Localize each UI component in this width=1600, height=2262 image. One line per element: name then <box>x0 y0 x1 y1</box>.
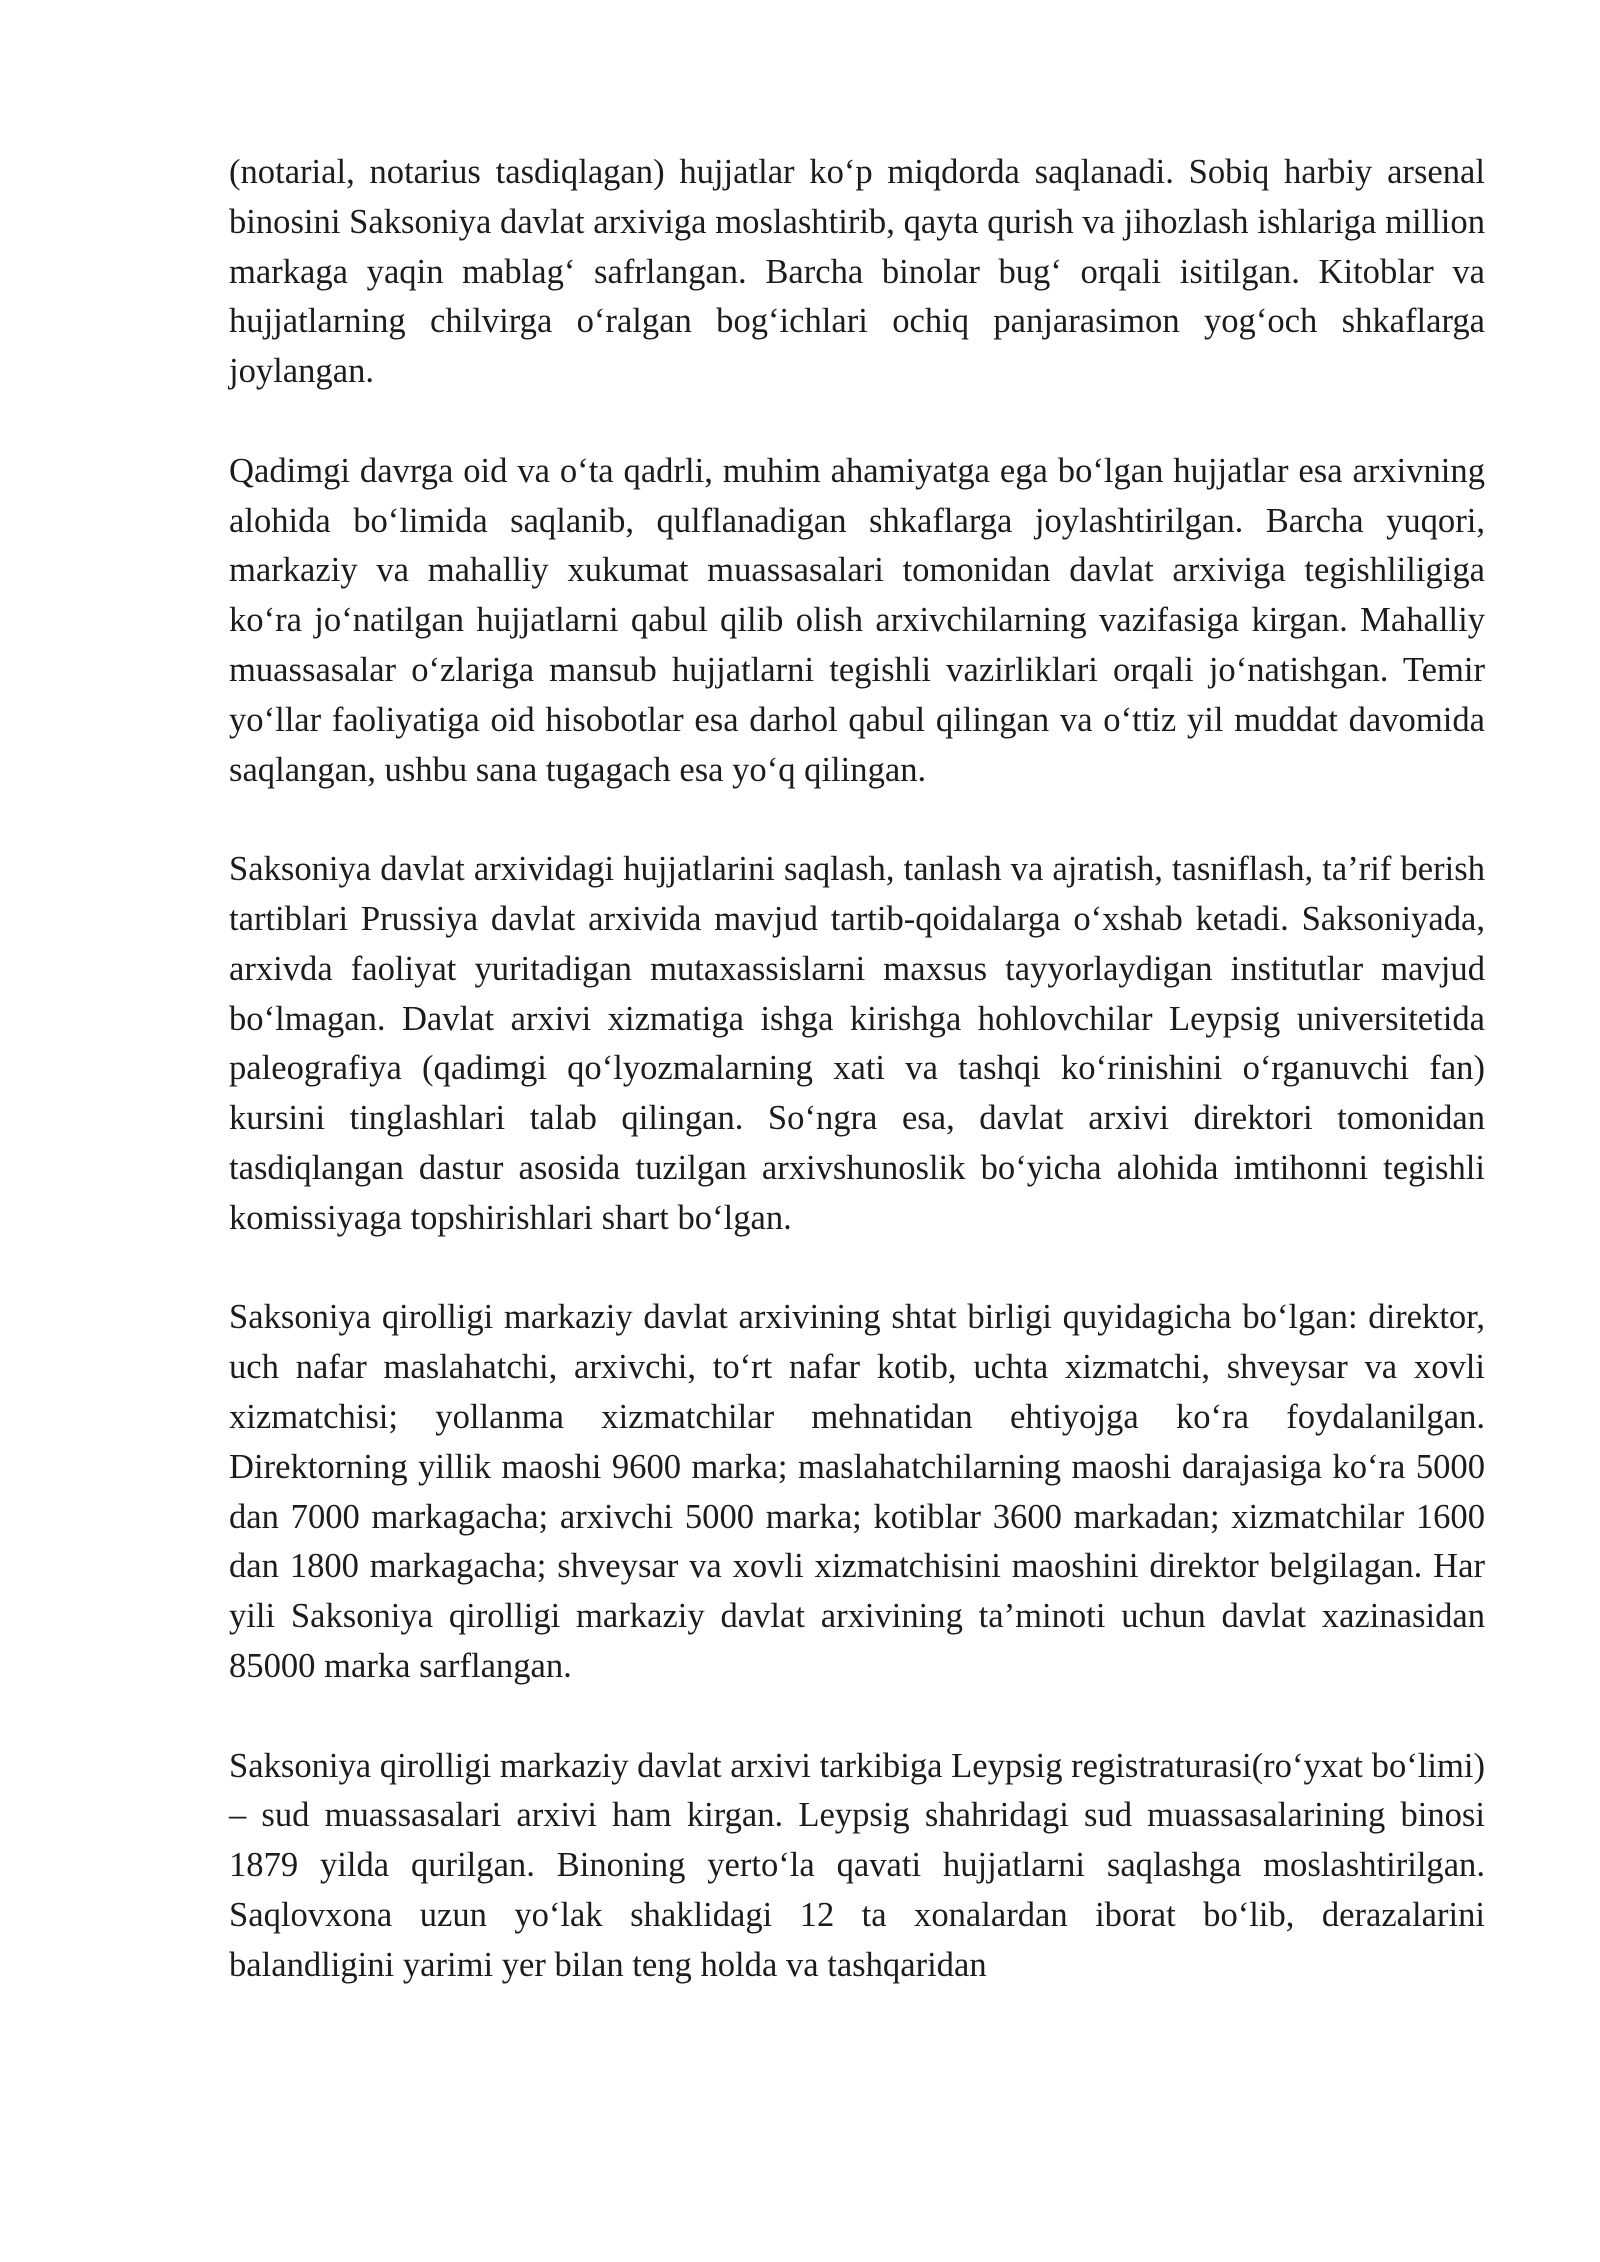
paragraph-5: Saksoniya qirolligi markaziy davlat arxivi tarkibiga Leypsig registraturasi(ro‘yxat bo‘limi) – sud muassasalari arxivi ham kirgan. Leypsig shahridagi sud muassasalarining binosi 1879 yilda qurilgan. Binoning yerto‘la qavati hujjatlarni saqlashga moslashtirilgan. Saqlovxona uzun yo‘lak shaklidagi 12 ta xonalardan iborat bo‘lib, derazalarini balandligini yarimi yer bilan teng holda va tashqaridan <box>229 1746 1485 1984</box>
paragraph-3: Saksoniya davlat arxividagi hujjatlarini saqlash, tanlash va ajratish, tasniflash, ta’rif berish tartiblari Prussiya davlat arxivida mavjud tartib-qoidalarga o‘xshab ketadi. Saksoniyada, arxivda faoliyat yuritadigan mutaxassislarni maxsus tayyorlaydigan institutlar mavjud bo‘lmagan. Davlat arxivi xizmatiga ishga kirishga hohlovchilar Leypsig universitetida paleografiya (qadimgi qo‘lyozmalarning xati va tashqi ko‘rinishini o‘rganuvchi fan) kursini tinglashlari talab qilingan. So‘ngra esa, davlat arxivi direktori tomonidan tasdiqlangan dastur asosida tuzilgan arxivshunoslik bo‘yicha alohida imtihonni tegishli komissiyaga topshirishlari shart bo‘lgan. <box>229 850 1485 1237</box>
paragraph-2: Qadimgi davrga oid va o‘ta qadrli, muhim ahamiyatga ega bo‘lgan hujjatlar esa arxivning alohida bo‘limida saqlanib, qulflanadigan shkaflarga joylashtirilgan. Barcha yuqori, markaziy va mahalliy xukumat muassasalari tomonidan davlat arxiviga tegishliligiga ko‘ra jo‘natilgan hujjatlarni qabul qilib olish arxivchilarning vazifasiga kirgan. Mahalliy muassasalar o‘zlariga mansub hujjatlarni tegishli vazirliklari orqali jo‘natishgan. Temir yo‘llar faoliyatiga oid hisobotlar esa darhol qabul qilingan va o‘ttiz yil muddat davomida saqlangan, ushbu sana tugagach esa yo‘q qilingan. <box>229 451 1485 789</box>
paragraph-1: (notarial, notarius tasdiqlagan) hujjatlar ko‘p miqdorda saqlanadi. Sobiq harbiy arsenal binosini Saksoniya davlat arxiviga moslashtirib, qayta qurish va jihozlash ishlariga million markaga yaqin mablag‘ safrlangan. Barcha binolar bug‘ orqali isitilgan. Kitoblar va hujjatlarning chilvirga o‘ralgan bog‘ichlari ochiq panjarasimon yog‘och shkaflarga joylangan. <box>229 153 1485 391</box>
document-body <box>229 148 1485 1990</box>
paragraph-4: Saksoniya qirolligi markaziy davlat arxivining shtat birligi quyidagicha bo‘lgan: direktor, uch nafar maslahatchi, arxivchi, to‘rt nafar kotib, uchta xizmatchi, shveysar va xovli xizmatchisi; yollanma xizmatchilar mehnatidan ehtiyojga ko‘ra foydalanilgan. Direktorning yillik maoshi 9600 marka; maslahatchilarning maoshi darajasiga ko‘ra 5000 dan 7000 markagacha; arxivchi 5000 marka; kotiblar 3600 markadan; xizmatchilar 1600 dan 1800 markagacha; shveysar va xovli xizmatchisini maoshini direktor belgilagan. Har yili Saksoniya qirolligi markaziy davlat arxivining ta’minoti uchun davlat xazinasidan 85000 marka sarflangan. <box>229 1298 1485 1685</box>
